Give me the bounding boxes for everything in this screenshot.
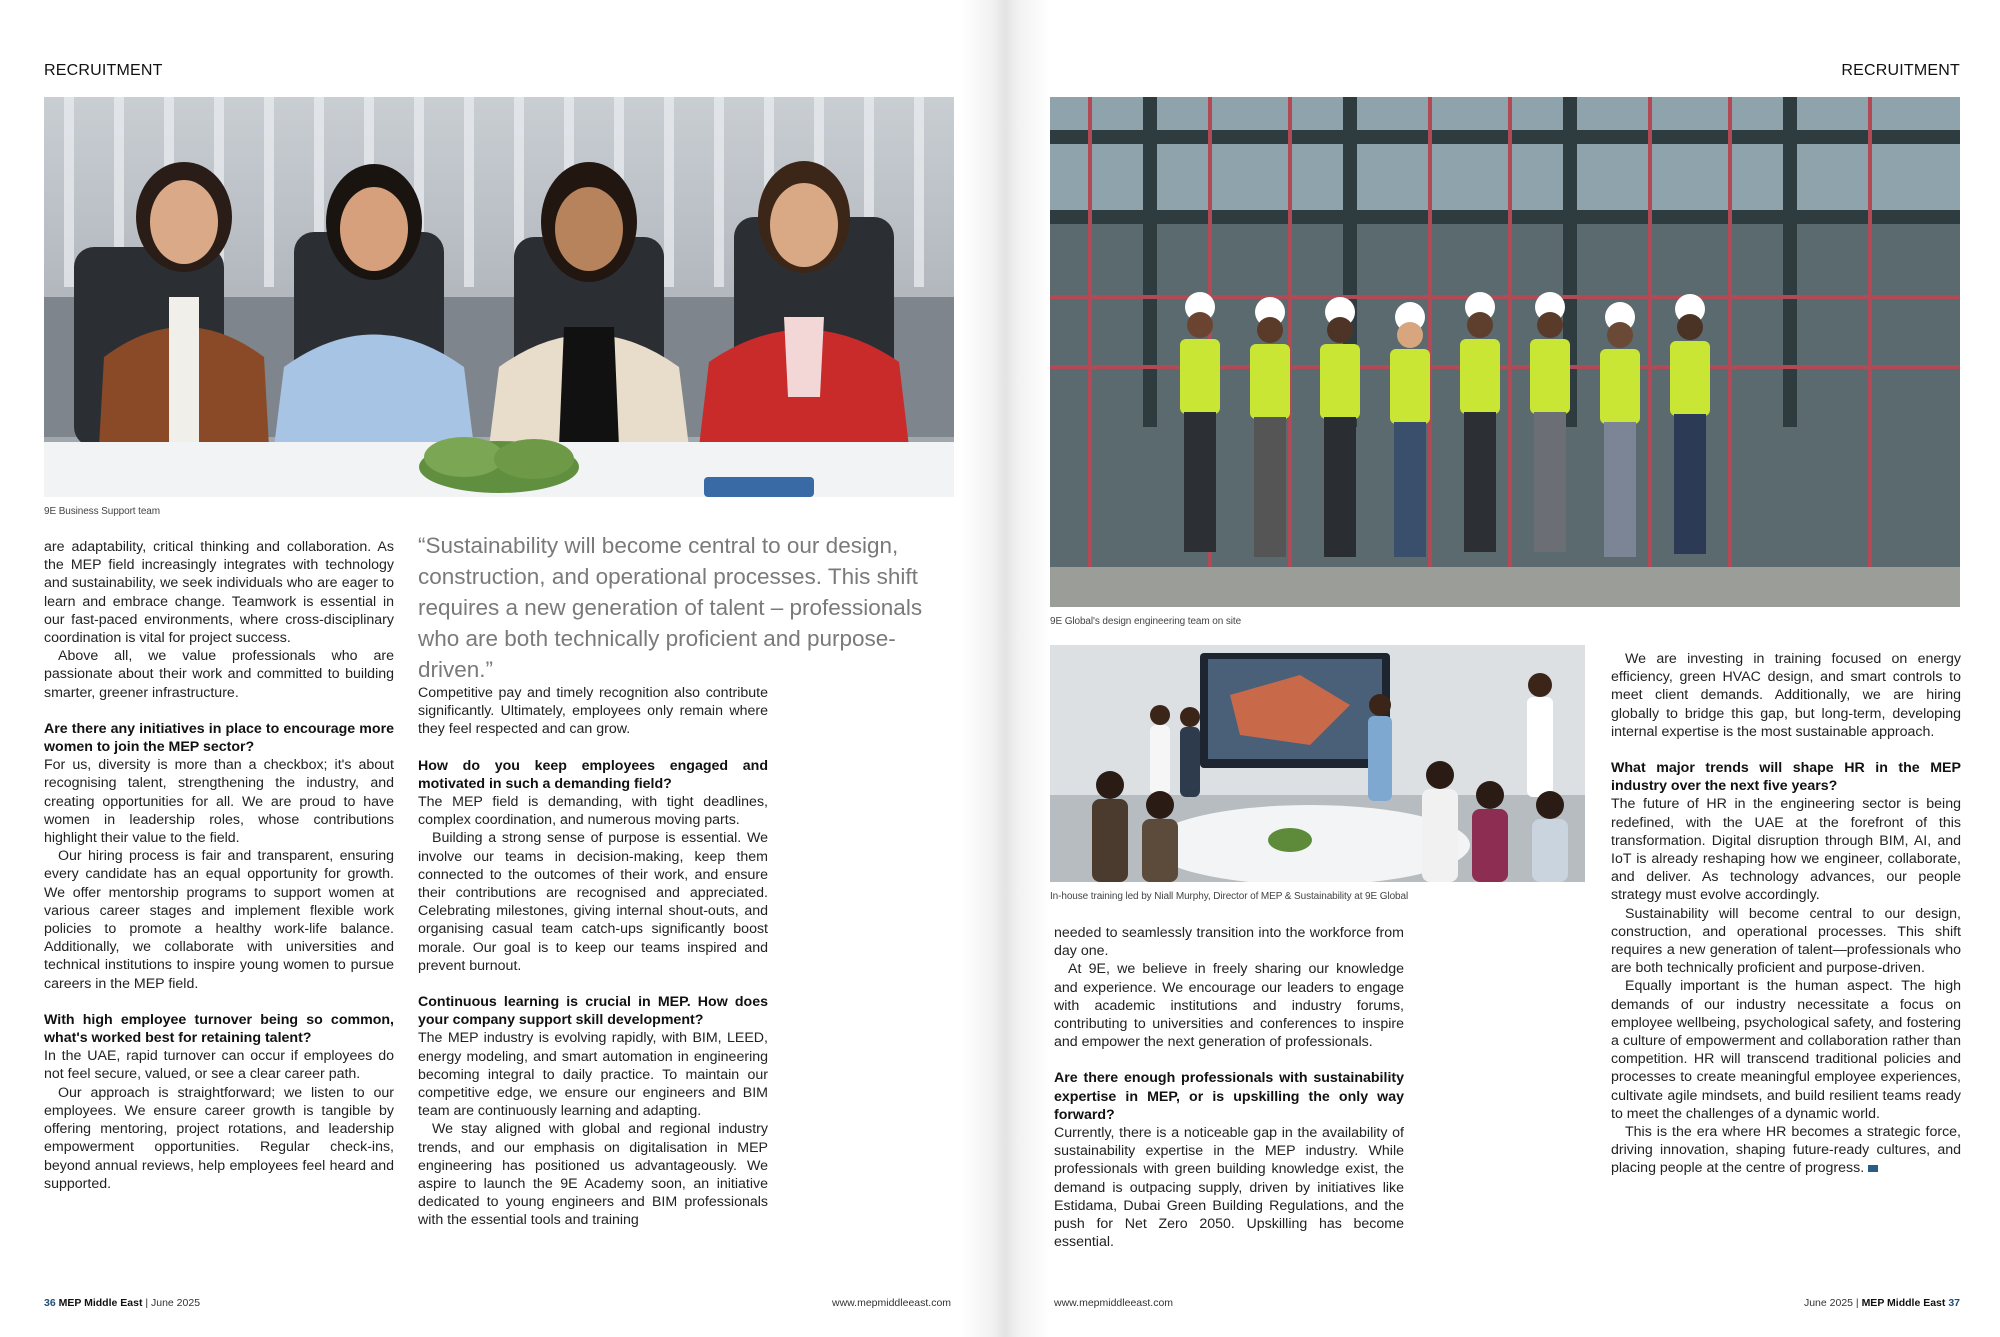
end-of-article-mark <box>1868 1165 1878 1172</box>
section-label: RECRUITMENT <box>44 62 163 79</box>
photo-caption: 9E Business Support team <box>44 506 160 517</box>
question-heading: Are there any initiatives in place to encourage more women to join the MEP sector? <box>44 720 394 756</box>
training-photo <box>1050 645 1585 882</box>
body-paragraph: In the UAE, rapid turnover can occur if employees do not feel secure, valued, or see a clear career path. <box>44 1048 394 1083</box>
footer-url[interactable]: www.mepmiddleeast.com <box>832 1297 952 1309</box>
body-paragraph: We are investing in training focused on energy efficiency, green HVAC design, and smart controls to meet client demands. Additionally, we are hiring globally to bridge this gap, but long-term, developing internal expertise is the most sustainable approach. <box>1611 651 1961 740</box>
body-paragraph: Above all, we value professionals who are passionate about their work and committed to building smarter, greener infrastructure. <box>44 648 394 701</box>
footer-url[interactable]: www.mepmiddleeast.com <box>1054 1297 1174 1309</box>
question-heading: Continuous learning is crucial in MEP. How does your company support skill development? <box>418 994 768 1029</box>
page-number: 36 <box>44 1297 56 1309</box>
footer-separator: | <box>1853 1297 1862 1309</box>
photo-caption: 9E Global's design engineering team on site <box>1050 616 1242 627</box>
footer-left <box>44 1297 200 1309</box>
article-column-3 <box>1054 924 1404 1251</box>
page-number: 37 <box>1948 1297 1960 1309</box>
body-paragraph: This is the era where HR becomes a strategic force, driving innovation, shaping future-ready cultures, and placing people at the centre of progress. <box>1611 1124 1961 1177</box>
pull-quote: “Sustainability will become central to our design, construction, and operational processes. This shift requires a new generation of talent – professionals who are both technically proficient and purpose-driven.” <box>418 533 923 682</box>
body-paragraph: Currently, there is a noticeable gap in the availability of sustainability expertise in the MEP industry. While professionals with green building knowledge exist, the demand is outpacing supply, driven by initiatives like Estidama, Dubai Green Building Regulations, and the push for Net Zero 2050. Upskilling has become essential. <box>1054 1125 1404 1251</box>
issue-date: June 2025 <box>1803 1297 1853 1309</box>
footer-separator: | <box>142 1297 151 1309</box>
body-paragraph: The MEP field is demanding, with tight deadlines, complex coordination, and numerous moving parts. <box>418 794 768 829</box>
body-paragraph: The future of HR in the engineering sector is being redefined, with the UAE at the forefront of this transformation. Digital disruption through BIM, AI, and IoT is already reshaping how we engineer, collaborate, and deliver. As technology advances, our people strategy must evolve accordingly. <box>1611 796 1961 904</box>
question-heading: How do you keep employees engaged and motivated in such a demanding field? <box>418 757 768 792</box>
body-paragraph: Sustainability will become central to our design, construction, and operational processes. This shift requires a new generation of talent—professionals who are both technically proficient and purpose-driven. <box>1611 905 1961 977</box>
article-column-4 <box>1611 650 1961 1178</box>
body-paragraph: We stay aligned with global and regional industry trends, and our emphasis on digitalisation in MEP engineering has positioned us advantageously. We aspire to launch the 9E Academy soon, an initiative dedicated to young engineers and BIM professionals with the essential tools and training <box>418 1121 768 1229</box>
body-paragraph: Our approach is straightforward; we listen to our employees. We ensure career growth is tangible by offering mentoring, project rotations, and leadership empowerment opportunities. Regular check-ins, beyond annual reviews, help employees feel heard and supported. <box>44 1084 394 1192</box>
site-team-photo <box>1050 97 1960 607</box>
body-paragraph: are adaptability, critical thinking and collaboration. As the MEP field increasingly integrates with technology and sustainability, we seek individuals who are eager to learn and embrace change. Teamwork is essential in our fast-paced environments, where cross-disciplinary coordination is vital for project success. <box>44 539 394 647</box>
photo-caption: In-house training led by Niall Murphy, Director of MEP & Sustainability at 9E Global <box>1050 891 1409 902</box>
footer-right <box>1804 1297 1960 1309</box>
body-paragraph: Equally important is the human aspect. The high demands of our industry necessitate a focus on employee wellbeing, psychological safety, and fostering a culture of empowerment and collaboration rather than competition. HR will transcend traditional policies and processes to create meaningful employee experiences, cultivate agile mindsets, and build resilient teams ready to meet the challenges of a dynamic world. <box>1611 978 1961 1122</box>
magazine-name: MEP Middle East <box>1861 1297 1946 1309</box>
page-gutter-shadow <box>960 0 1050 1337</box>
body-paragraph: Building a strong sense of purpose is essential. We involve our teams in decision-making, keep them connected to the outcomes of their work, and ensure their contributions are recognised and appreciated. Celebrating milestones, giving internal shout-outs, and organising casual team catch-ups significantly boost morale. Our goal is to keep our teams inspired and prevent burnout. <box>418 830 768 974</box>
right-page <box>1000 0 2000 1337</box>
business-support-team-photo <box>44 97 954 497</box>
magazine-name: MEP Middle East <box>58 1297 143 1309</box>
question-heading: Are there enough professionals with sustainability expertise in MEP, or is upskilling the only way forward? <box>1054 1070 1404 1123</box>
body-paragraph: The MEP industry is evolving rapidly, with BIM, LEED, energy modeling, and smart automation in engineering becoming integral to daily practice. To maintain our competitive edge, we ensure our engineers and BIM team are continuously learning and adapting. <box>418 1030 768 1120</box>
question-heading: What major trends will shape HR in the MEP industry over the next five years? <box>1611 760 1961 795</box>
section-label: RECRUITMENT <box>1841 62 1960 79</box>
body-paragraph: At 9E, we believe in freely sharing our knowledge and experience. We encourage our leaders to engage with academic institutions and industry forums, contributing to universities and conferences to inspire and empower the next generation of professionals. <box>1054 961 1404 1051</box>
article-column-2 <box>418 684 768 1230</box>
article-column-1 <box>44 538 394 1193</box>
question-heading: With high employee turnover being so common, what's worked best for retaining talent? <box>44 1011 394 1047</box>
body-paragraph: Our hiring process is fair and transparent, ensuring every candidate has an equal opportunity for growth. We offer mentorship programs to support women at various career stages and implement flexible work policies to promote a healthy work-life balance. Additionally, we collaborate with universities and technical institutions to inspire young women to pursue careers in the MEP field. <box>44 848 394 992</box>
body-paragraph: For us, diversity is more than a checkbox; it's about recognising talent, strengthening the industry, and creating opportunities for all. We are proud to have women in leadership roles, whose contributions highlight their value to the field. <box>44 757 394 847</box>
issue-date: June 2025 <box>151 1297 201 1309</box>
body-paragraph: needed to seamlessly transition into the workforce from day one. <box>1054 925 1404 960</box>
body-paragraph: Competitive pay and timely recognition also contribute significantly. Ultimately, employees only remain where they feel respected and can grow. <box>418 685 768 738</box>
